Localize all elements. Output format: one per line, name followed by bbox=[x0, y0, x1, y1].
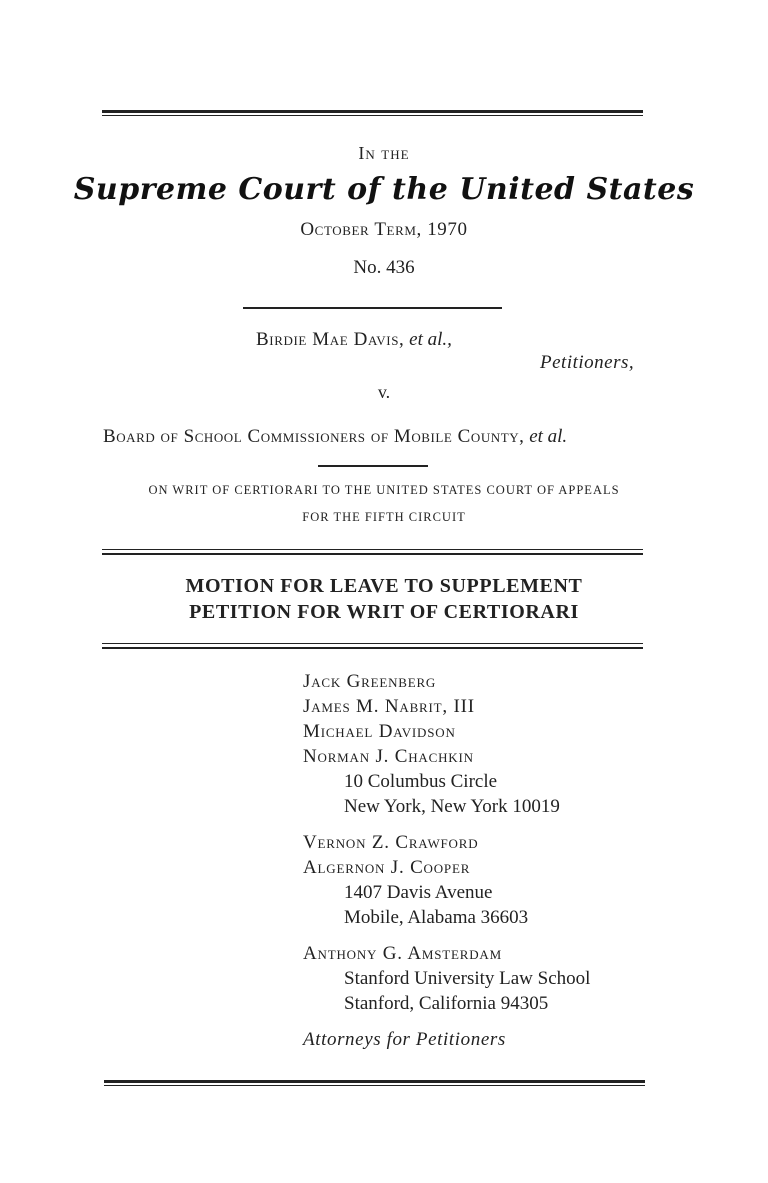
bottom-rule bbox=[104, 1080, 645, 1086]
respondent-line bbox=[103, 426, 567, 448]
attorney-name: Jack Greenberg bbox=[303, 671, 437, 692]
writ-line-2: FOR THE FIFTH CIRCUIT bbox=[302, 510, 466, 524]
top-rule bbox=[102, 110, 643, 116]
attorney-name: Michael Davidson bbox=[303, 721, 456, 742]
petitioner-line bbox=[256, 329, 452, 351]
attorney-address: Stanford University Law School bbox=[344, 968, 591, 989]
attorney-address: Stanford, California 94305 bbox=[344, 993, 549, 1014]
attorney-name: Algernon J. Cooper bbox=[303, 857, 471, 878]
attorney-name: Anthony G. Amsterdam bbox=[303, 943, 502, 964]
respondent-name: Board of School Commissioners of Mobile County, bbox=[103, 426, 525, 447]
separator-rule-short bbox=[318, 465, 428, 467]
respondent-etal: et al. bbox=[529, 426, 568, 447]
petitioner-role: Petitioners, bbox=[540, 352, 635, 373]
attorney-name: Vernon Z. Crawford bbox=[303, 832, 479, 853]
attorneys-role: Attorneys for Petitioners bbox=[303, 1029, 506, 1050]
petitioner-etal: et al., bbox=[409, 329, 452, 350]
motion-title-line-1: MOTION FOR LEAVE TO SUPPLEMENT bbox=[185, 575, 583, 597]
attorney-address: 10 Columbus Circle bbox=[344, 771, 498, 792]
attorney-address: New York, New York 10019 bbox=[344, 796, 560, 817]
in-the-label: In the bbox=[358, 143, 410, 163]
attorney-name: James M. Nabrit, III bbox=[303, 696, 475, 717]
term-label: October Term, 1970 bbox=[300, 219, 468, 240]
attorney-name: Norman J. Chachkin bbox=[303, 746, 474, 767]
attorney-address: 1407 Davis Avenue bbox=[344, 882, 493, 903]
versus: v. bbox=[377, 382, 391, 402]
motion-bottom-rule bbox=[102, 643, 643, 649]
petitioner-name: Birdie Mae Davis, bbox=[256, 329, 405, 350]
attorney-address: Mobile, Alabama 36603 bbox=[344, 907, 529, 928]
motion-top-rule bbox=[102, 549, 643, 555]
writ-line-1: ON WRIT OF CERTIORARI TO THE UNITED STATES COURT OF APPEALS bbox=[148, 483, 620, 497]
case-number: No. 436 bbox=[353, 257, 415, 278]
motion-title-line-2: PETITION FOR WRIT OF CERTIORARI bbox=[189, 601, 579, 623]
court-title: Supreme Court of the United States bbox=[73, 172, 695, 207]
separator-rule bbox=[243, 307, 502, 309]
